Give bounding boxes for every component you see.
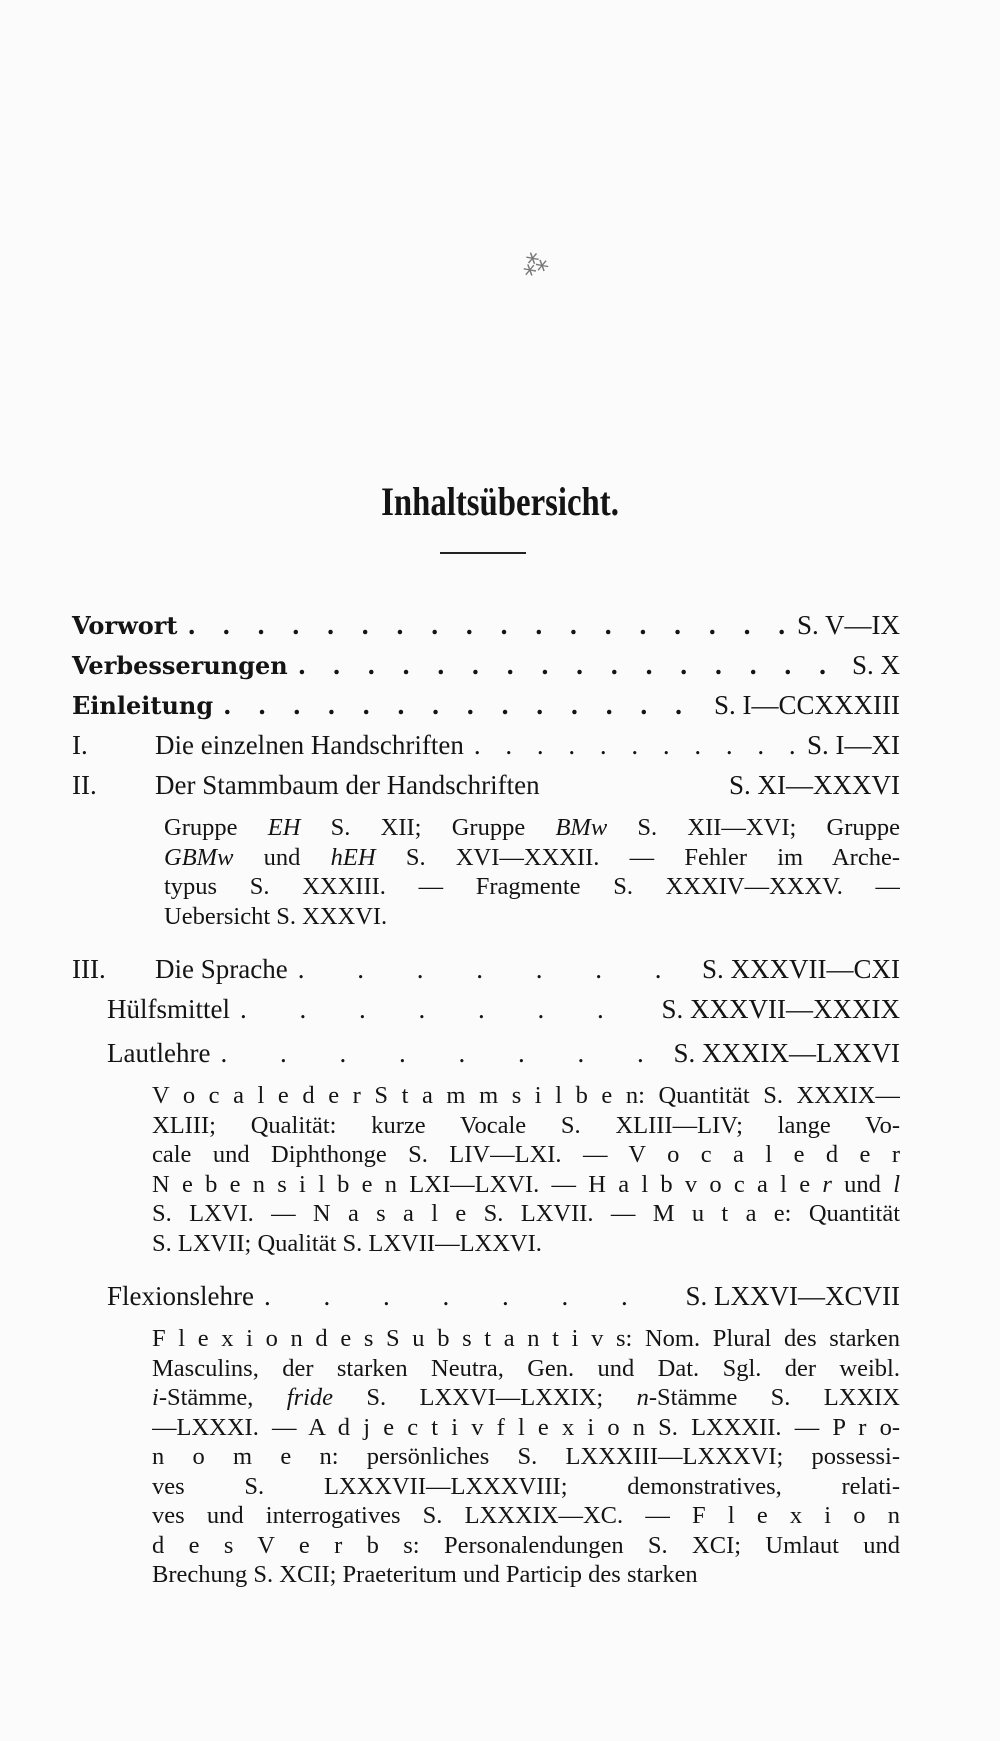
paragraph-line [152,1111,900,1141]
entry-page: S. XXXVII—XXXIX [661,994,900,1024]
dot-leader [187,606,787,646]
paragraph-line [152,1170,900,1200]
paragraph-line [152,1531,900,1561]
italic-text: i [152,1384,159,1411]
paragraph-line [152,1472,900,1502]
toc-entry-flexionslehre [72,1276,900,1320]
paragraph-line [152,1383,900,1413]
paragraph-line [152,1199,900,1229]
toc-entry-handschriften [72,725,900,765]
italic-text: n [636,1384,649,1411]
paragraph-line [164,902,900,932]
text: -Stämme S. LXXIX [648,1384,900,1411]
paragraph-line [152,1501,900,1531]
italic-text: r [822,1170,832,1198]
toc-entry-einleitung [72,685,900,725]
paragraph-line [152,1413,900,1443]
entry-label: Lautlehre [107,1038,211,1068]
dot-leader [264,1276,676,1316]
entry-number: I. [72,730,88,760]
text: ves S. LXXXVII—LXXXVIII; demonstratives, relati- [152,1472,900,1500]
text: n o m e n: persönliches S. LXXXIII—LXXXVI; possessi- [152,1443,900,1470]
paragraph-line [152,1081,900,1111]
dot-leader [220,1033,663,1073]
dot-leader [298,949,692,989]
dot-leader [474,725,797,765]
stammbaum-summary [164,813,900,931]
toc-entry-lautlehre [72,1033,900,1077]
text: —LXXXI. — A d j e c t i v f l e x i o n S. LXXXII. — P r o- [152,1413,900,1441]
entry-page: S. XXXVII—CXI [702,954,900,984]
paragraph-line [152,1324,900,1354]
italic-text: EH [267,814,301,841]
entry-label: Die Sprache [155,954,288,984]
text: cale und Diphthonge S. LIV—LXI. — V o c a l e d e r [152,1141,900,1168]
entry-number: II. [72,770,97,800]
entry-label: Verbesserungen [72,651,288,680]
text: Masculins, der starken Neutra, Gen. und Dat. Sgl. der weibl. [152,1354,900,1382]
dot-leader [223,686,704,726]
dot-leader [298,646,842,686]
toc-entry-stammbaum [72,765,900,809]
toc-entry-huelfsmittel [72,989,900,1033]
text: typus S. XXXIII. — Fragmente S. XXXIV—XXXV. — [164,873,900,900]
italic-text: l [893,1170,900,1198]
paragraph-line [152,1229,900,1259]
text: V o c a l e d e r S t a m m s i l b e n: Quantität S. XXXIX— [152,1082,900,1109]
text: -Stämme, [158,1384,287,1411]
text: und [831,1170,894,1198]
text: Uebersicht S. XXXVI. [164,902,388,930]
paragraph-line [152,1140,900,1170]
entry-label: Hülfsmittel [107,994,230,1024]
entry-number: III. [72,954,106,984]
entry-page: S. X [851,650,900,680]
lautlehre-summary [152,1081,900,1258]
entry-label: Vorwort [72,611,178,640]
entry-page: S. XI—XXXVI [729,770,900,800]
stray-mark: ⁂ [517,246,553,283]
entry-page: S. XXXIX—LXXVI [673,1038,900,1068]
entry-label: Die einzelnen Handschriften [155,730,464,760]
italic-text: BMw [555,814,608,841]
entry-page: S. V—IX [796,610,900,640]
entry-page: S. I—CCXXXIII [714,690,900,720]
text: XLIII; Qualität: kurze Vocale S. XLIII—LIV; lange Vo- [152,1111,900,1139]
paragraph-line [152,1560,900,1590]
toc-entry-verbesserungen [72,645,900,685]
entry-label: Einleitung [72,691,214,720]
italic-text: GBMw [164,843,234,871]
table-of-contents [72,605,900,1608]
paragraph-line [164,872,900,902]
paragraph-line [152,1442,900,1472]
text: S. XVI—XXXII. — Fehler im Arche- [375,843,900,871]
text: und [233,843,331,871]
text: ves und interrogatives S. LXXXIX—XC. — F l e x i o n [152,1502,900,1529]
text: N e b e n s i l b e n LXI—LXVI. — H a l b v o c a l e [152,1170,823,1198]
toc-entry-vorwort [72,605,900,645]
italic-text: fride [286,1384,334,1411]
text: S. LXVI. — N a s a l e S. LXVII. — M u t a e: Quantität [152,1200,900,1227]
text: S. XII—XVI; Gruppe [607,814,900,841]
dot-leader [240,989,652,1029]
text: S. XII; Gruppe [300,814,556,841]
title-rule [440,552,526,554]
text: Brechung S. XCII; Praeteritum und Particip des starken [152,1561,698,1588]
text: S. LXXVI—LXXIX; [333,1384,637,1411]
paragraph-line [152,1354,900,1384]
flexionslehre-summary [152,1324,900,1590]
paragraph-line [164,813,900,843]
toc-entry-sprache [72,949,900,989]
italic-text: hEH [330,843,376,871]
page-title: Inhaltsübersicht. [381,479,619,524]
entry-page: S. I—XI [807,730,900,760]
text: F l e x i o n d e s S u b s t a n t i v s: Nom. Plural des starken [152,1325,900,1352]
entry-label: Flexionslehre [107,1281,254,1311]
entry-page: S. LXXVI—XCVII [685,1281,900,1311]
text: Gruppe [164,814,268,841]
paragraph-line [164,843,900,873]
text: d e s V e r b s: Personalendungen S. XCI; Umlaut und [152,1531,900,1559]
text: S. LXVII; Qualität S. LXVII—LXXVI. [152,1229,542,1257]
entry-label: Der Stammbaum der Handschriften [155,770,540,800]
